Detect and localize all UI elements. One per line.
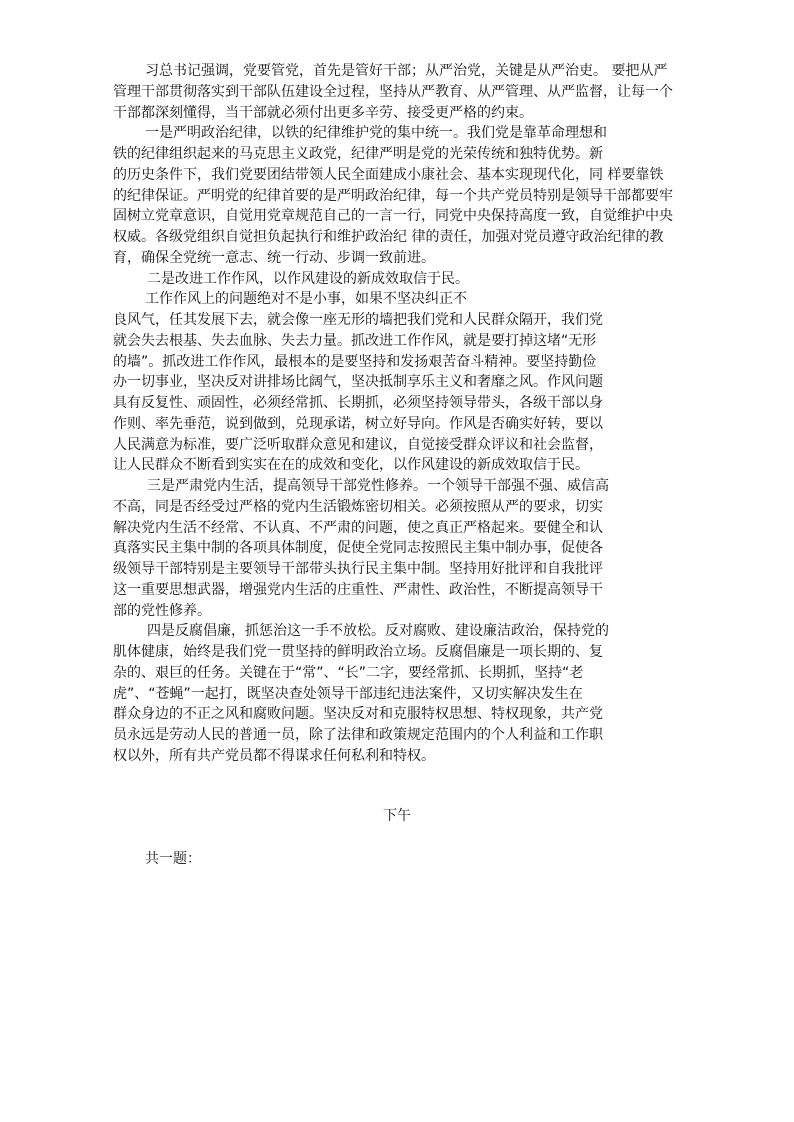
paragraph-line: 具有反复性、顽固性，必须经常抓、长期抓，必须坚持领导带头，各级干部以身 [113, 395, 603, 411]
paragraph-line: 的纪律保证。严明党的纪律首要的是严明政治纪律，每一个共产党员特别是领导干部都要牢 [113, 188, 673, 204]
section-heading: 下午 [383, 808, 411, 824]
paragraph-line: 二是改进工作作风，以作风建设的新成效取信于民。 [147, 271, 469, 287]
paragraph-line: 虎”、“苍蝇”一起打，既坚决查处领导干部违纪违法案件，又切实解决发生在 [113, 686, 583, 702]
paragraph-line: 部的党性修养。 [113, 603, 211, 619]
paragraph-line: 的历史条件下，我们党要团结带领人民全面建成小康社会、基本实现现代化，同 样要靠铁 [113, 167, 664, 183]
paragraph-line: 人民满意为标准，要广泛听取群众意见和建议，自觉接受群众评议和社会监督， [113, 437, 603, 453]
question-count-label: 共一题： [145, 851, 201, 867]
paragraph-line: 解决党内生活不经常、不认真、不严肃的问题，使之真正严格起来。要健全和认 [113, 520, 603, 536]
paragraph-line: 良风气，任其发展下去，就会像一座无形的墙把我们党和人民群众隔开，我们党 [113, 312, 603, 328]
paragraph-line: 权以外，所有共产党员都不得谋求任何私利和特权。 [113, 748, 435, 764]
paragraph-line: 权威。各级党组织自觉担负起执行和维护政治纪 律的责任，加强对党员遵守政治纪律的教 [113, 229, 664, 245]
paragraph-line: 四是反腐倡廉，抓惩治这一手不放松。反对腐败、建设廉洁政治，保持党的 [147, 623, 609, 639]
paragraph-line: 肌体健康，始终是我们党一贯坚持的鲜明政治立场。反腐倡廉是一项长期的、复 [113, 644, 603, 660]
paragraph-line: 员永远是劳动人民的普通一员，除了法律和政策规定范围内的个人利益和工作职 [113, 727, 603, 743]
paragraph-line: 育，确保全党统一意志、统一行动、步调一致前进。 [113, 250, 435, 266]
paragraph-line: 习总书记强调，党要管党，首先是管好干部；从严治党，关键是从严治吏。 要把从严 [145, 63, 668, 79]
paragraph-line: 让人民群众不断看到实实在在的成效和变化，以作风建设的新成效取信于民。 [113, 457, 589, 473]
paragraph-line: 真落实民主集中制的各项具体制度，促使全党同志按照民主集中制办事，促使各 [113, 540, 603, 556]
paragraph-line: 工作作风上的问题绝对不是小事，如果不坚决纠正不 [145, 291, 467, 307]
paragraph-line: 杂的、艰巨的任务。关键在于“常”、“长”二字，要经常抓、长期抓，坚持“老 [113, 665, 584, 681]
paragraph-line: 级领导干部特别是主要领导干部带头执行民主集中制。坚持用好批评和自我批评 [113, 561, 603, 577]
paragraph-line: 管理干部贯彻落实到干部队伍建设全过程，坚持从严教育、从严管理、从严监督，让每一个 [113, 84, 673, 100]
paragraph-line: 就会失去根基、失去血脉、失去力量。抓改进工作作风，就是要打掉这堵“无形 [113, 333, 597, 349]
paragraph-line: 固树立党章意识，自觉用党章规范自己的一言一行，同党中央保持高度一致，自觉维护中央 [113, 208, 673, 224]
paragraph-line: 这一重要思想武器，增强党内生活的庄重性、严肃性、政治性，不断提高领导干 [113, 582, 603, 598]
paragraph-line: 三是严肃党内生活，提高领导干部党性修养。一个领导干部强不强、威信高 [147, 478, 609, 494]
paragraph-line: 办一切事业，坚决反对讲排场比阔气，坚决抵制享乐主义和奢靡之风。作风问题 [113, 374, 603, 390]
paragraph-line: 的墙”。抓改进工作作风，最根本的是要坚持和发扬艰苦奋斗精神。要坚持勤俭 [113, 354, 597, 370]
paragraph-line: 铁的纪律组织起来的马克思主义政党，纪律严明是党的光荣传统和独特优势。新 [113, 146, 603, 162]
paragraph-line: 不高，同是否经受过严格的党内生活锻炼密切相关。必须按照从严的要求，切实 [113, 499, 603, 515]
paragraph-line: 群众身边的不正之风和腐败问题。坚决反对和克服特权思想、特权现象，共产党 [113, 706, 603, 722]
paragraph-line: 作则、率先垂范，说到做到，兑现承诺，树立好导向。作风是否确实好转，要以 [113, 416, 603, 432]
paragraph-line: 干部都深刻懂得，当干部就必须付出更多辛劳、接受更严格的约束。 [113, 105, 533, 121]
paragraph-line: 一是严明政治纪律，以铁的纪律维护党的集中统一。我们党是靠革命理想和 [145, 125, 607, 141]
